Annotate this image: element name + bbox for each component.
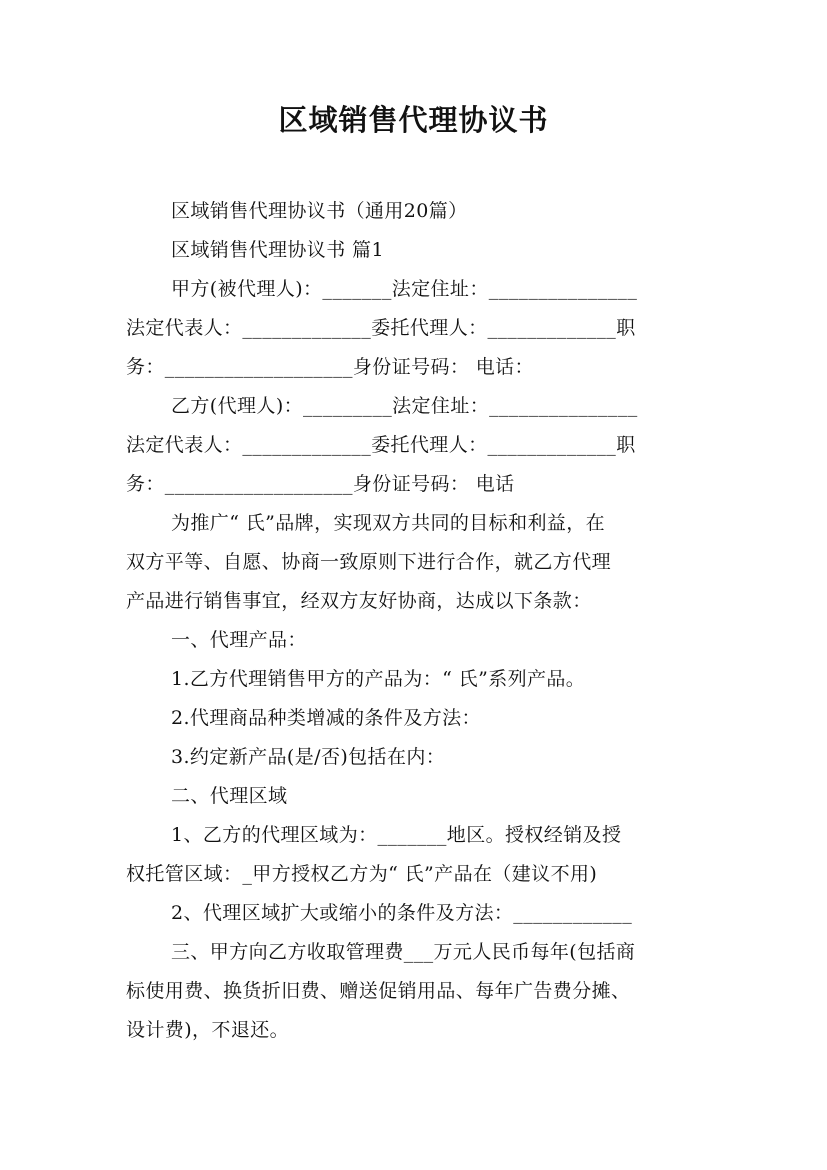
party-a-representative-line: 法定代表人：_____________委托代理人：_____________职 — [126, 317, 636, 339]
clause-item: 2、代理区域扩大或缩小的条件及方法：____________ — [171, 902, 633, 924]
party-a-line: 甲方(被代理人)：_______法定住址：_______________ — [171, 278, 638, 300]
party-a-position-line: 务：___________________身份证号码： 电话： — [126, 356, 534, 378]
clause-fee-continuation: 设计费)，不退还。 — [126, 1019, 290, 1041]
preamble-line: 双方平等、自愿、协商一致原则下进行合作，就乙方代理 — [126, 551, 612, 573]
clause-heading-region: 二、代理区域 — [171, 785, 288, 807]
clause-item: 1.乙方代理销售甲方的产品为：“ 氏”系列产品。 — [171, 668, 586, 690]
party-b-line: 乙方(代理人)：_________法定住址：_______________ — [171, 395, 638, 417]
document-subtitle: 区域销售代理协议书（通用20篇） — [171, 200, 468, 222]
section-heading: 区域销售代理协议书 篇1 — [171, 239, 384, 261]
clause-heading-products: 一、代理产品： — [171, 629, 307, 651]
clause-item: 2.代理商品种类增减的条件及方法： — [171, 707, 481, 729]
clause-item-continuation: 权托管区域：_甲方授权乙方为“ 氏”产品在（建议不用) — [126, 863, 598, 885]
clause-fee-continuation: 标使用费、换货折旧费、赠送促销用品、每年广告费分摊、 — [126, 980, 631, 1002]
document-title: 区域销售代理协议书 — [278, 103, 549, 137]
preamble-line: 为推广“ 氏”品牌，实现双方共同的目标和利益，在 — [171, 512, 606, 534]
clause-heading-fee: 三、甲方向乙方收取管理费___万元人民币每年(包括商 — [171, 941, 636, 963]
party-b-position-line: 务：___________________身份证号码： 电话 — [126, 473, 515, 495]
clause-item: 3.约定新产品(是/否)包括在内： — [171, 746, 446, 768]
party-b-representative-line: 法定代表人：_____________委托代理人：_____________职 — [126, 434, 636, 456]
clause-item: 1、乙方的代理区域为：_______地区。授权经销及授 — [171, 824, 622, 846]
preamble-line: 产品进行销售事宜，经双方友好协商，达成以下条款： — [126, 590, 592, 612]
